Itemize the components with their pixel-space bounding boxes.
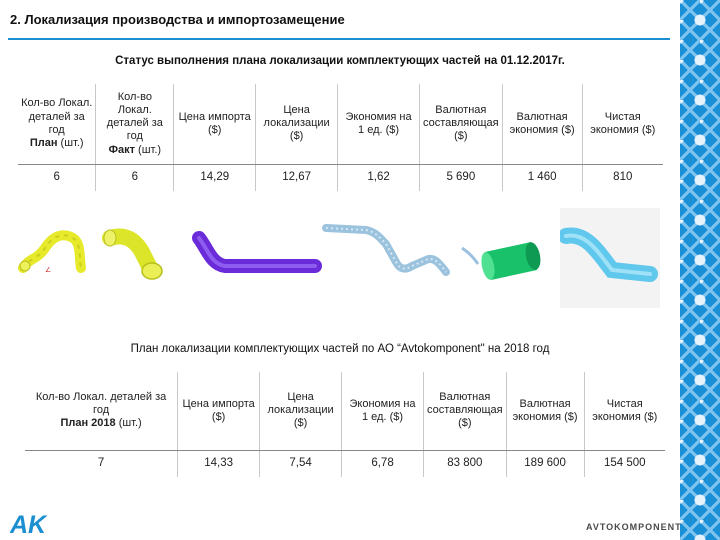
cell-saving-unit: 1,62 (338, 164, 420, 191)
plan-table (25, 372, 665, 477)
header-fact-unit: (шт.) (134, 143, 162, 156)
header-fact-label: Факт (108, 143, 135, 156)
header-plan-label: План (29, 136, 58, 149)
header-net-saving: Чистая экономия ($) (582, 84, 663, 164)
ornament-border (680, 0, 720, 540)
status-table-row (18, 164, 663, 191)
brand-name: AVTOKOMPONENT (586, 522, 682, 532)
yellow-elbow-pipe-icon (100, 208, 170, 308)
svg-text:∠: ∠ (45, 267, 52, 274)
header2-fx-saving: Валютная экономия ($) (506, 372, 584, 450)
cell2-plan: 7 (25, 450, 178, 477)
header2-net-saving: Чистая экономия ($) (584, 372, 665, 450)
plan-table-caption: План локализации комплектующих частей по АО “Avtokomponent" на 2018 год (130, 343, 550, 355)
header2-saving-unit: Экономия на 1 ед. ($) (342, 372, 424, 450)
header-plan2018-qty (25, 372, 178, 450)
header-plan2018-unit: (шт.) (115, 417, 142, 430)
status-table-caption: Статус выполнения плана локализации комплектующих частей на 01.12.2017г. (115, 55, 565, 67)
header2-fx-component: Валютная составляющая ($) (423, 372, 506, 450)
header-plan2018-label: План 2018 (60, 417, 116, 430)
plan-table-header-row (25, 372, 665, 450)
status-table (18, 84, 663, 191)
cell-net-saving: 810 (613, 170, 633, 183)
cell-fx-component: 5 690 (420, 164, 503, 191)
header-fact-qty-text: Кол-во Локал. деталей за год (106, 90, 163, 143)
status-table-header-row (18, 84, 663, 164)
header2-local-price: Цена локализации ($) (260, 372, 342, 450)
cell2-import-price: 14,33 (178, 450, 260, 477)
header-fx-saving: Валютная экономия ($) (502, 84, 582, 164)
blue-tube-icon (320, 208, 460, 308)
header-fact-qty (96, 84, 174, 164)
plan-table-row (25, 450, 665, 477)
parts-image-strip (15, 208, 660, 308)
header-import-price: Цена импорта ($) (174, 84, 256, 164)
title-divider (8, 38, 670, 40)
header-saving-unit: Экономия на 1 ед. ($) (338, 84, 420, 164)
cyan-pipe-icon (560, 208, 660, 308)
green-cylinder-icon (475, 208, 555, 308)
cell-plan: 6 (18, 164, 96, 191)
header-plan2018-qty-text: Кол-во Локал. деталей за год (35, 390, 167, 417)
cell-fx-saving: 1 460 (502, 164, 582, 191)
header-local-price: Цена локализации ($) (256, 84, 338, 164)
cell-local-price: 12,67 (256, 164, 338, 191)
cell-fact: 6 (96, 164, 174, 191)
header2-import-price: Цена импорта ($) (178, 372, 260, 450)
header-fx-component: Валютная составляющая ($) (420, 84, 503, 164)
cell2-saving-unit: 6,78 (342, 450, 424, 477)
cell2-net-saving: 154 500 (603, 456, 646, 469)
cell-import-price: 14,29 (174, 164, 256, 191)
cell2-local-price: 7,54 (260, 450, 342, 477)
ak-logo-icon (10, 510, 50, 536)
cell2-fx-component: 83 800 (423, 450, 506, 477)
cell2-fx-saving: 189 600 (506, 450, 584, 477)
slide-title: 2. Локализация производства и импортозамещение (10, 12, 345, 27)
purple-pipe-icon (185, 208, 325, 308)
yellow-hose-icon (15, 208, 100, 308)
svg-text:AK: AK (10, 511, 47, 536)
header-plan-qty-text: Кол-во Локал. деталей за год (21, 97, 93, 136)
header-plan-qty (18, 84, 96, 164)
header-plan-unit: (шт.) (57, 136, 84, 149)
